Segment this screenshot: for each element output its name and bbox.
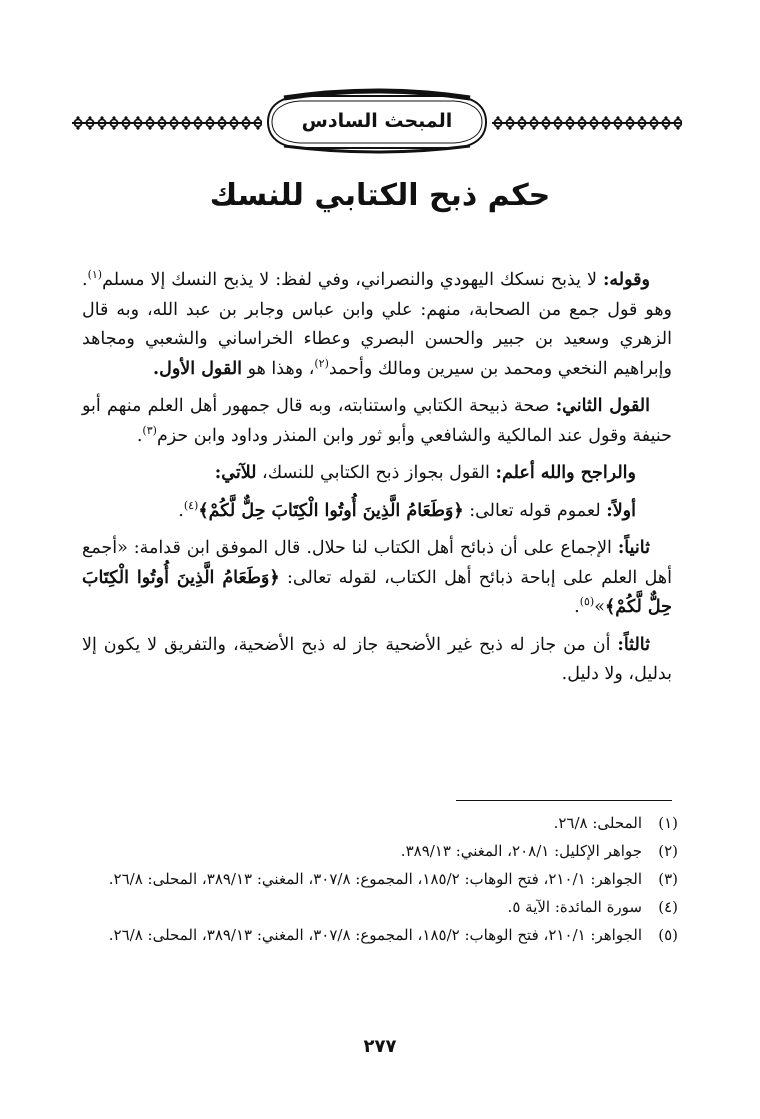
paragraph-text: . (136, 425, 143, 446)
footnote-ref: (٢) (314, 356, 329, 370)
footnote-text: الجواهر: ٢١٠/١، فتح الوهاب: ١٨٥/٢، المجموع: ٣٠٧/٨، المغني: ٣٨٩/١٣، المحلى: ٢٦/٨. (108, 926, 642, 944)
paragraph-2 (82, 392, 672, 451)
paragraph-text: الإجماع على أن ذبائح أهل الكتاب لنا حلال. قال الموفق ابن قدامة: «أجمع أهل العلم على إباحة ذبائح أهل الكتاب، لقوله تعالى: (82, 538, 672, 588)
paragraph-5 (82, 534, 672, 623)
section-header (72, 88, 682, 158)
footnote-number: (٣) (658, 870, 678, 888)
paragraph-text: القول بجواز ذبح الكتابي للنسك، (256, 463, 496, 483)
paragraph-text: . (574, 597, 580, 617)
paragraph-text: أن من جاز له ذبح غير الأضحية جاز له ذبح الأضحية، والتفريق لا يكون إلا بدليل، ولا دليل. (82, 634, 672, 684)
footnote-item (82, 896, 678, 919)
footnote-number: (٤) (658, 898, 678, 916)
footnote-ref: (٤) (183, 498, 199, 512)
ornament-band-left (72, 116, 262, 130)
ornament-band-right (492, 116, 682, 130)
paragraph-label: أولاً: (606, 500, 636, 521)
footnote-item (82, 924, 678, 947)
page-number: ٢٧٧ (363, 1036, 397, 1057)
paragraph-text: » (594, 597, 605, 617)
paragraph-bold-end: القول الأول. (153, 358, 243, 379)
paragraph-4 (82, 497, 672, 527)
main-text (82, 266, 672, 698)
footnote-ref: (٥) (579, 595, 595, 609)
paragraph-label: ثانياً: (617, 538, 650, 558)
paragraph-text: لعموم قوله تعالى: (463, 500, 607, 521)
quran-verse: ﴿وَطَعَامُ الَّذِينَ أُوتُوا الْكِتَابَ حِلٌّ لَّكُمْ﴾ (198, 500, 464, 521)
paragraph-text: . وهو قول جمع من الصحابة، منهم: علي وابن عباس وجابر بن عبد الله، وبه قال الزهري وسعيد بن جبير والحسن البصري وعطاء الخراساني والشعبي ومجاهد وإبراهيم النخعي ومحمد بن سيرين ومالك وأحمد (82, 270, 672, 379)
footnote-text: المحلى: ٢٦/٨. (553, 814, 642, 832)
footnote-item (82, 868, 678, 891)
page-title: حكم ذبح الكتابي للنسك (209, 178, 551, 213)
paragraph-label: القول الثاني: (555, 396, 650, 416)
footnote-text: الجواهر: ٢١٠/١، فتح الوهاب: ١٨٥/٢، المجموع: ٣٠٧/٨، المغني: ٣٨٩/١٣، المحلى: ٢٦/٨. (108, 870, 642, 888)
footnote-number: (١) (658, 814, 678, 832)
paragraph-3 (82, 459, 672, 489)
paragraph-label: وقوله: (602, 270, 650, 290)
footnotes (82, 812, 678, 952)
footnote-ref: (٣) (142, 423, 157, 437)
paragraph-text: لا يذبح نسكك اليهودي والنصراني، وفي لفظ: لا يذبح النسك إلا مسلم (102, 270, 603, 290)
footnote-item (82, 812, 678, 835)
footnote-divider (456, 800, 672, 801)
paragraph-text: صحة ذبيحة الكتابي واستنابته، وبه قال جمهور أهل العلم منهم أبو حنيفة وقول عند المالكية والشافعي وأبو ثور وابن المنذر وداود وابن حزم (82, 396, 672, 446)
footnote-ref: (١) (87, 268, 103, 282)
footnote-number: (٢) (658, 842, 678, 860)
footnote-item (82, 840, 678, 863)
paragraph-6 (82, 631, 672, 690)
section-label: المبحث السادس (301, 110, 453, 132)
footnote-text: جواهر الإكليل: ٢٠٨/١، المغني: ٣٨٩/١٣. (400, 842, 642, 860)
paragraph-text: ، وهذا هو (242, 358, 315, 379)
paragraph-1 (82, 266, 672, 384)
quran-verse: ﴿وَطَعَامُ الَّذِينَ أُوتُوا الْكِتَابَ حِلٌّ لَّكُمْ﴾ (82, 567, 672, 617)
footnote-text: سورة المائدة: الآية ٥. (507, 898, 642, 916)
paragraph-label: ثالثاً: (617, 634, 650, 655)
paragraph-label: والراجح والله أعلم: (495, 463, 636, 483)
footnote-number: (٥) (658, 926, 678, 944)
paragraph-text: . (178, 500, 184, 521)
paragraph-bold-end: للآتي: (214, 463, 257, 483)
